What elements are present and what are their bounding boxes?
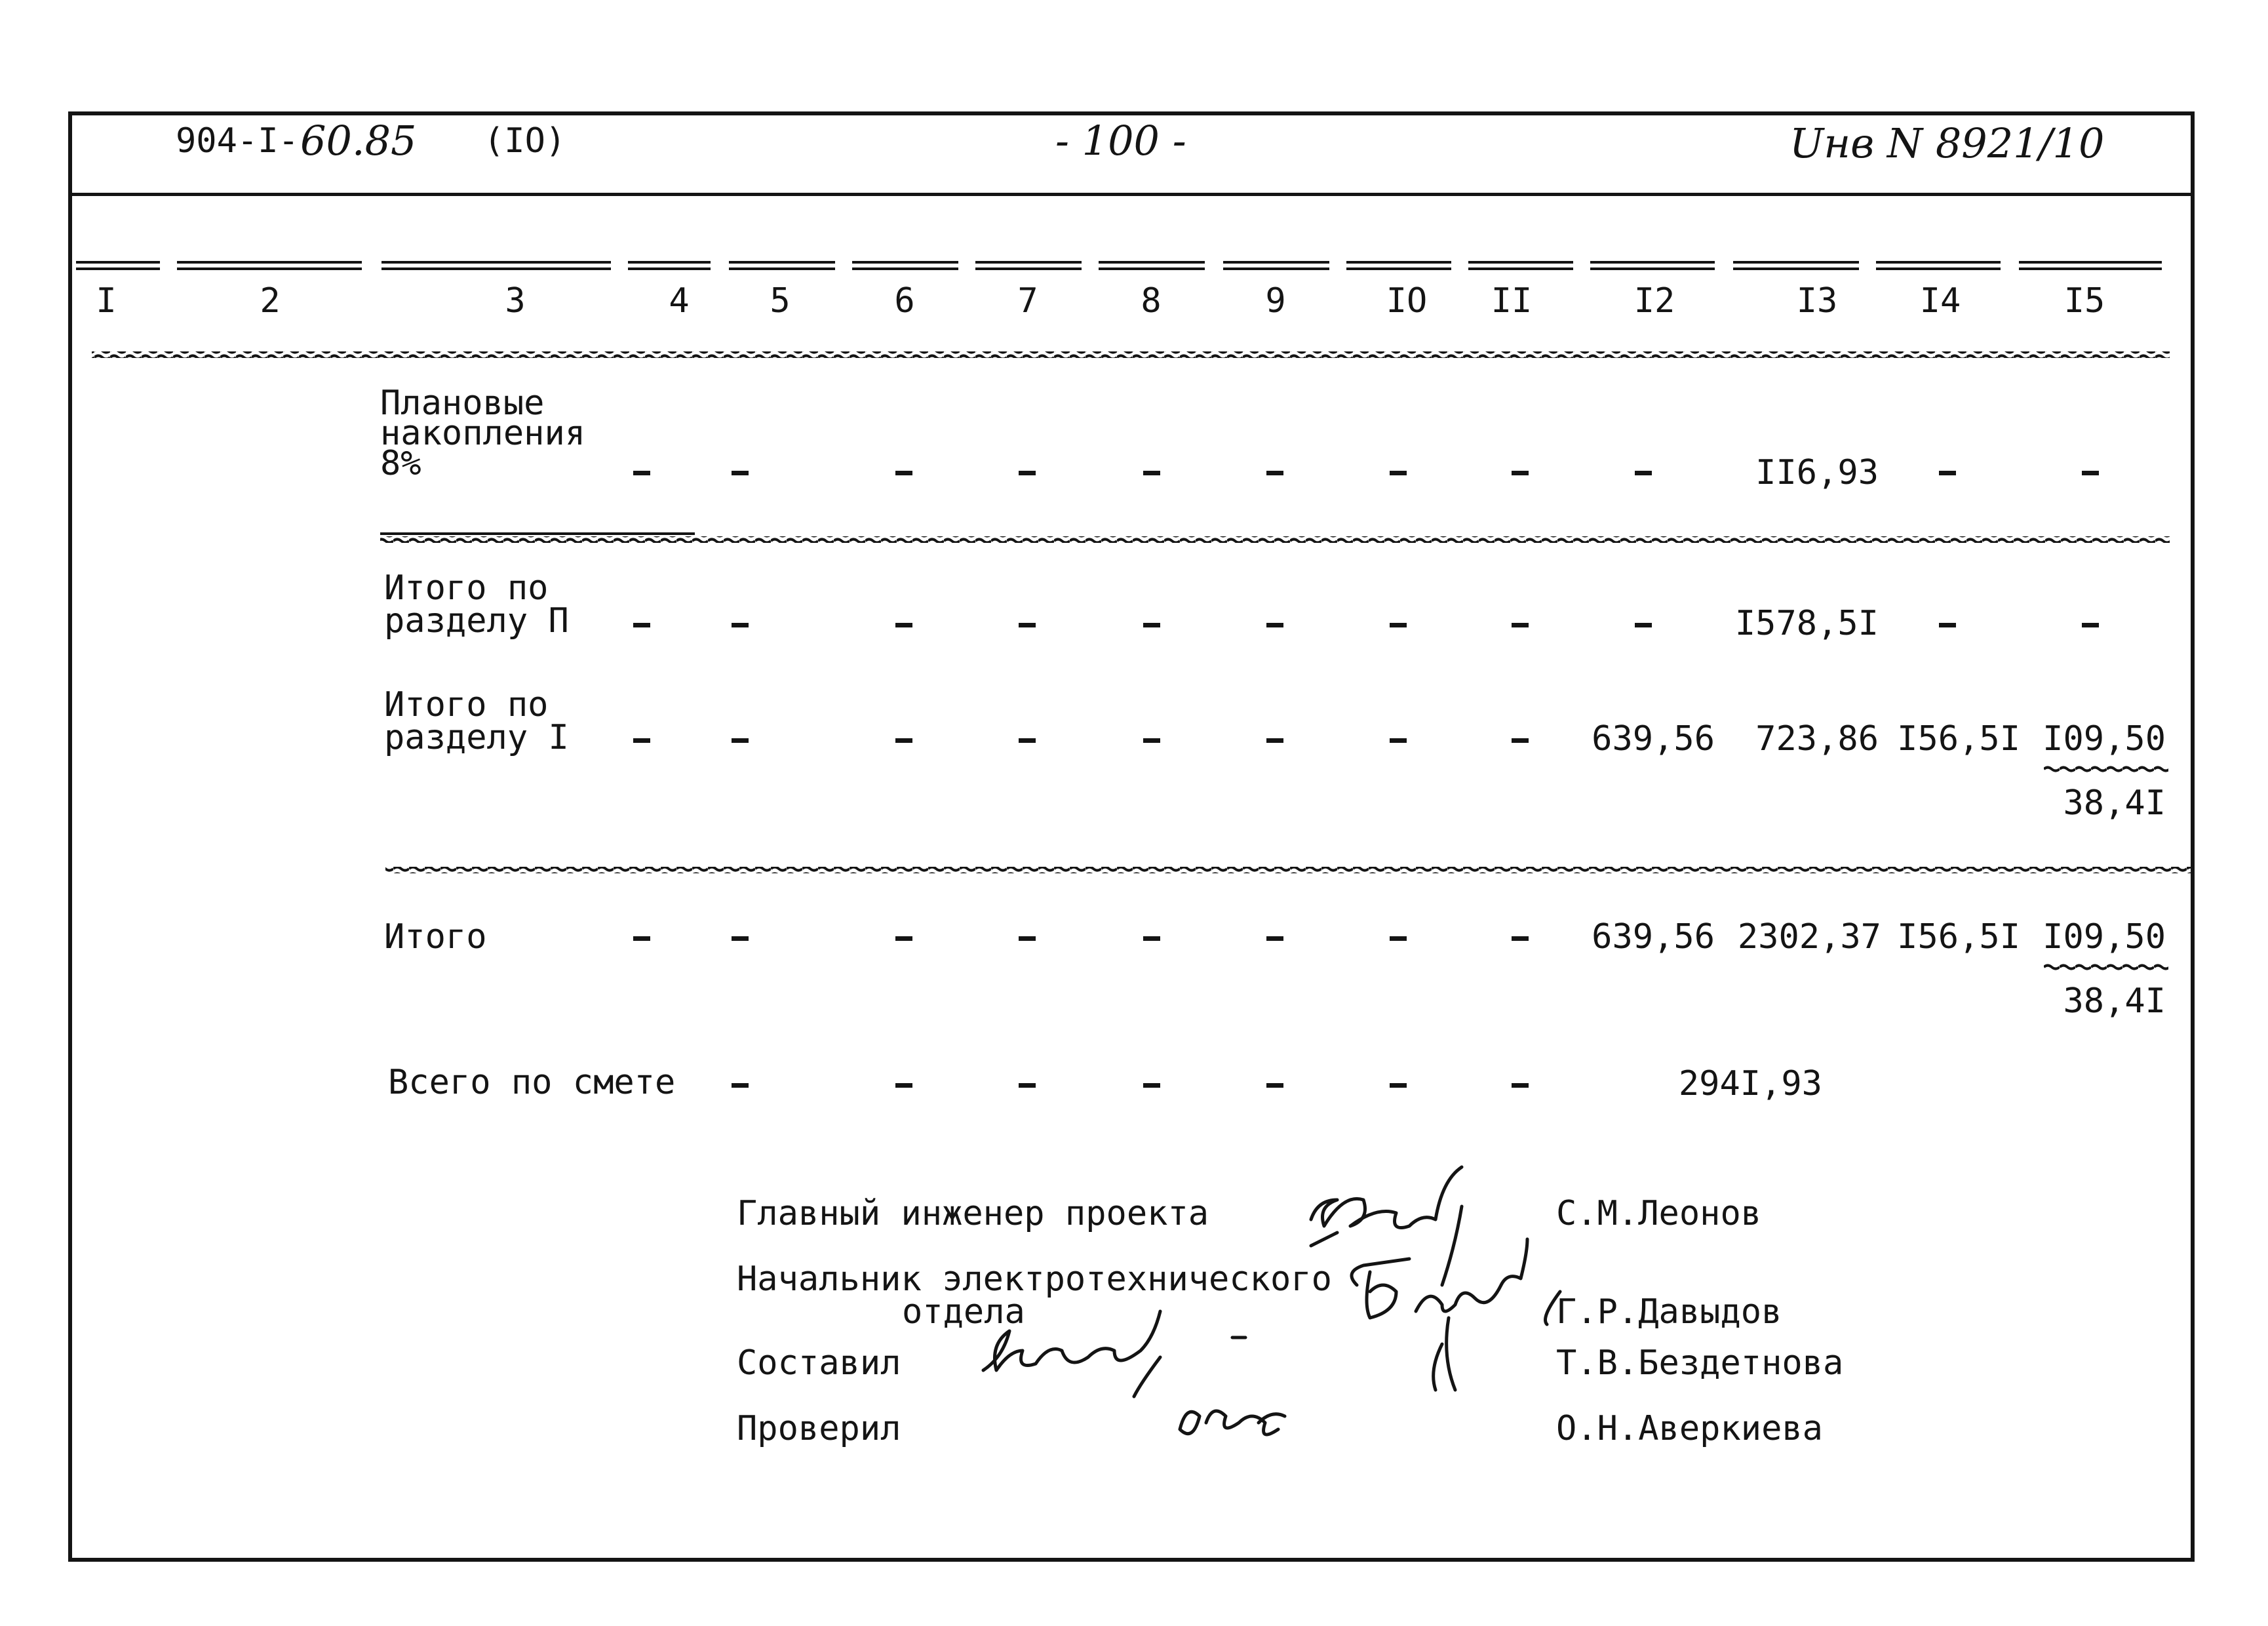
- cell-value: II6,93: [1755, 453, 1879, 492]
- grand-total-value: 294I,93: [1678, 1064, 1822, 1103]
- row-label-section1-1: Итого по: [384, 685, 549, 724]
- signature-role-dept-head-2: отдела: [902, 1292, 1025, 1332]
- signature-scribble-compiled: [983, 1311, 1245, 1397]
- column-number: 9: [1265, 281, 1286, 321]
- cell-value: I09,50: [2043, 719, 2166, 759]
- row-label-section1-2: разделу I: [384, 718, 569, 757]
- signature-scribble-checked: [1180, 1411, 1285, 1435]
- column-number: I4: [1919, 281, 1961, 321]
- cell-value: I56,5I: [1897, 917, 2020, 957]
- signature-name-compiled: Т.В.Бездетнова: [1556, 1343, 1844, 1383]
- signature-name-chief-engineer: С.М.Леонов: [1556, 1194, 1762, 1233]
- page-number: - 100 -: [1055, 117, 1186, 165]
- cell-value: I578,5I: [1734, 604, 1879, 643]
- column-number: 6: [894, 281, 915, 321]
- cell-value: 2302,37: [1737, 917, 1881, 957]
- signature-role-checked: Проверил: [737, 1409, 901, 1448]
- inventory-number: Uнв N 8921/10: [1789, 119, 2105, 167]
- cell-value: 723,86: [1755, 719, 1879, 759]
- signature-scribble-dept-head: [1352, 1239, 1560, 1390]
- row-label-section2-2: разделу П: [384, 601, 569, 641]
- signature-name-checked: О.Н.Аверкиева: [1556, 1409, 1823, 1448]
- cell-value: 639,56: [1592, 917, 1715, 957]
- column-number: I3: [1796, 281, 1838, 321]
- column-number: 8: [1141, 281, 1162, 321]
- signature-role-chief-engineer: Главный инженер проекта: [737, 1194, 1209, 1233]
- signature-role-compiled: Составил: [737, 1343, 901, 1383]
- column-number: 2: [260, 281, 281, 321]
- row-label-grand-total: Всего по смете: [388, 1063, 676, 1102]
- cell-value: I09,50: [2043, 917, 2166, 957]
- cell-value: 38,4I: [2063, 982, 2166, 1021]
- column-number: 4: [669, 281, 690, 321]
- column-number: I: [96, 281, 117, 321]
- doc-code: 904-I-: [176, 121, 299, 161]
- column-number: II: [1491, 281, 1533, 321]
- column-number: 3: [505, 281, 526, 321]
- row-label-planned-2: накопления: [380, 414, 586, 453]
- doc-sheet-number: (IO): [484, 121, 566, 161]
- row-label-section2-1: Итого по: [384, 568, 549, 608]
- cell-value: 639,56: [1592, 719, 1715, 759]
- column-number: 7: [1017, 281, 1038, 321]
- signature-scribble-chief-engineer: [1311, 1167, 1462, 1285]
- doc-code-handwritten: 60.85: [300, 117, 417, 165]
- column-number: I2: [1633, 281, 1675, 321]
- row-label-planned-1: Плановые: [380, 384, 545, 423]
- column-number: I5: [2063, 281, 2105, 321]
- column-number: IO: [1386, 281, 1428, 321]
- column-number: 5: [770, 281, 791, 321]
- row-label-total: Итого: [384, 917, 487, 957]
- row-label-planned-3: 8%: [380, 444, 421, 483]
- signature-role-dept-head-1: Начальник электротехнического: [737, 1259, 1332, 1299]
- cell-value: I56,5I: [1897, 719, 2020, 759]
- signature-name-dept-head: Г.Р.Давыдов: [1556, 1292, 1782, 1332]
- cell-value: 38,4I: [2063, 783, 2166, 823]
